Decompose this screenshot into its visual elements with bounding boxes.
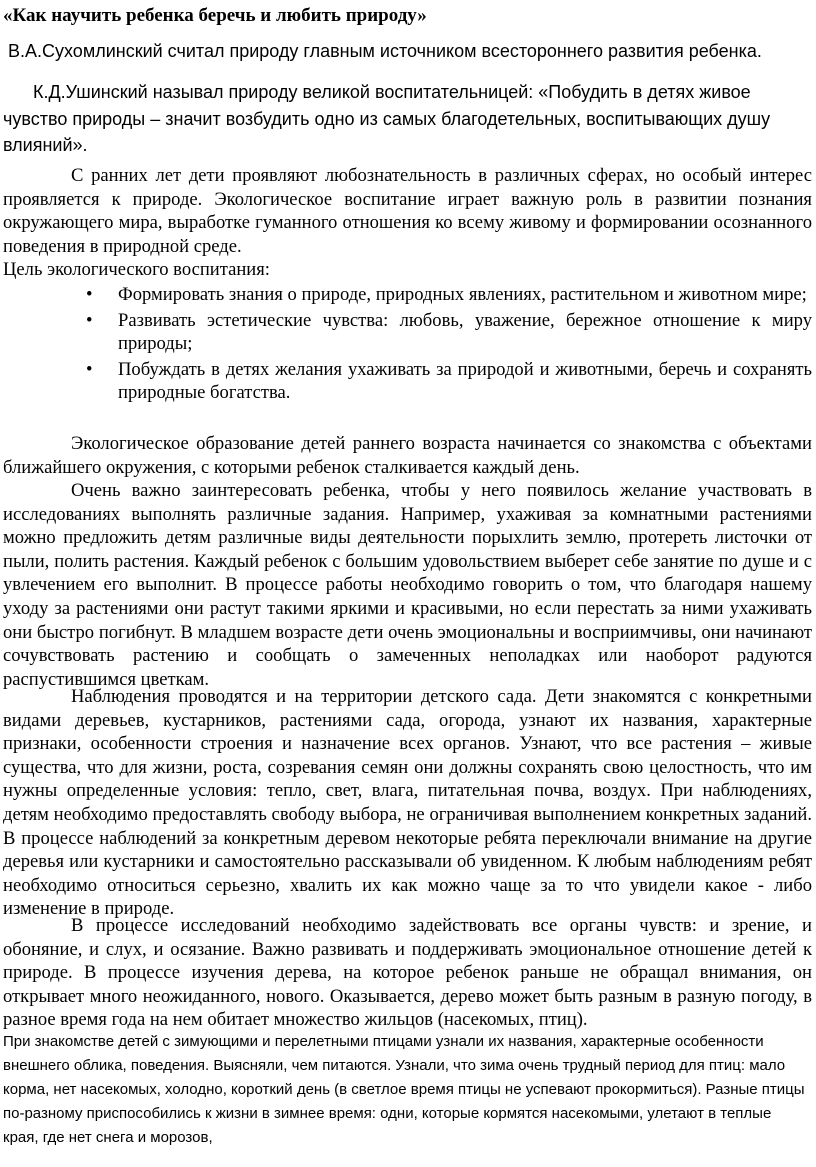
list-item [0, 283, 812, 307]
quote-sukhomlinsky: В.А.Сухомлинский считал природу главным источником всестороннего развития ребенка. [8, 41, 762, 61]
paragraph-observations: Наблюдения проводятся и на территории детского сада. Дети знакомятся с конкретными видами деревьев, кустарников, растениями сада, огорода, узнают их названия, характерные признаки, особенности строения и назначение всех органов. Узнают, что все растения – живые существа, что для жизни, роста, созревания семян они должны сохранять свою целостность, что им нужны определенные условия: тепло, свет, влага, питательная почва, воздух. При наблюдениях, детям необходимо предоставлять свободу выбора, не ограничивая выполнением конкретных заданий. В процессе наблюдений за конкретным деревом некоторые ребята переключали внимание на другие деревья или кустарники и самостоятельно рассказывали об увиденном. К любым наблюдениям ребят необходимо относиться серьезно, хвалить их как можно чаще за то что увидели какое - либо изменение в природе. [3, 686, 812, 920]
paragraph-senses: В процессе исследований необходимо задействовать все органы чувств: и зрение, и обоняние, и слух, и осязание. Важно развивать и поддерживать эмоциональное отношение детей к природе. В процессе изучения дерева, на которое ребенок раньше не обращал внимания, он открывает много неожиданного, нового. Оказывается, дерево может быть разным в разную погоду, в разное время года на нем обитает множество жильцов (насекомых, птиц). [3, 915, 812, 1031]
paragraph-birds: При знакомстве детей с зимующими и перелетными птицами узнали их названия, характерные особенности внешнего облика, поведения. Выясняли, чем питаются. Узнали, что зима очень трудный период для птиц: мало корма, нет насекомых, холодно, короткий день (в светлое время птицы не успевают прокормиться). Разные птицы по-разному приспособились к жизни в зимнее время: одни, которые кормятся насекомыми, улетают в теплые края, где нет снега и морозов, [3, 1033, 805, 1146]
paragraph-interest: Очень важно заинтересовать ребенка, чтобы у него появилось желание участвовать в исследованиях выполнять различные задания. Например, ухаживая за комнатными растениями можно предложить детям различные виды деятельности порыхлить землю, протереть листочки от пыли, полить растения. Каждый ребенок с большим удовольствием выберет себе занятие по душе и с увлечением его выполнит. В процессе работы необходимо говорить о том, что благодаря нашему уходу за растениями они растут такими яркими и красивыми, но если перестать за ними ухаживать они быстро погибнут. В младшем возрасте дети очень эмоциональны и восприимчивы, они начинают сочувствовать растению и сообщать о замеченных неполадках или наоборот радуются распустившимся цветкам. [3, 480, 812, 690]
quote-ushinsky: К.Д.Ушинский называл природу великой воспитательницей: «Побудить в детях живое чувство природы – значит возбудить одно из самых благодетельных, воспитывающих душу влияний». [3, 82, 771, 155]
paragraph-early-education: Экологическое образование детей раннего возраста начинается со знакомства с объектами ближайшего окружения, с которыми ребенок сталкивается каждый день. [3, 433, 812, 478]
goal-text: Формировать знания о природе, природных явлениях, растительном и животном мире; [118, 284, 807, 305]
bullet-icon: • [86, 309, 93, 331]
paragraph-intro: С ранних лет дети проявляют любознательность в различных сферах, но особый интерес проявляется к природе. Экологическое воспитание играет важную роль в развитии познания окружающего мира, выработке гуманного отношения ко всему живому и формировании осознанного поведения в природной среде. [3, 165, 812, 257]
document-title: «Как научить ребенка беречь и любить природу» [3, 5, 427, 26]
goal-text: Побуждать в детях желания ухаживать за природой и животными, беречь и сохранять природные богатства. [118, 358, 812, 404]
bullet-icon: • [86, 284, 93, 305]
goal-text: Развивать эстетические чувства: любовь, уважение, бережное отношение к миру природы; [118, 309, 812, 355]
list-item [0, 309, 812, 356]
bullet-icon: • [86, 358, 93, 380]
goal-list [0, 283, 812, 407]
list-item [0, 358, 812, 405]
goal-heading: Цель экологического воспитания: [3, 259, 270, 280]
